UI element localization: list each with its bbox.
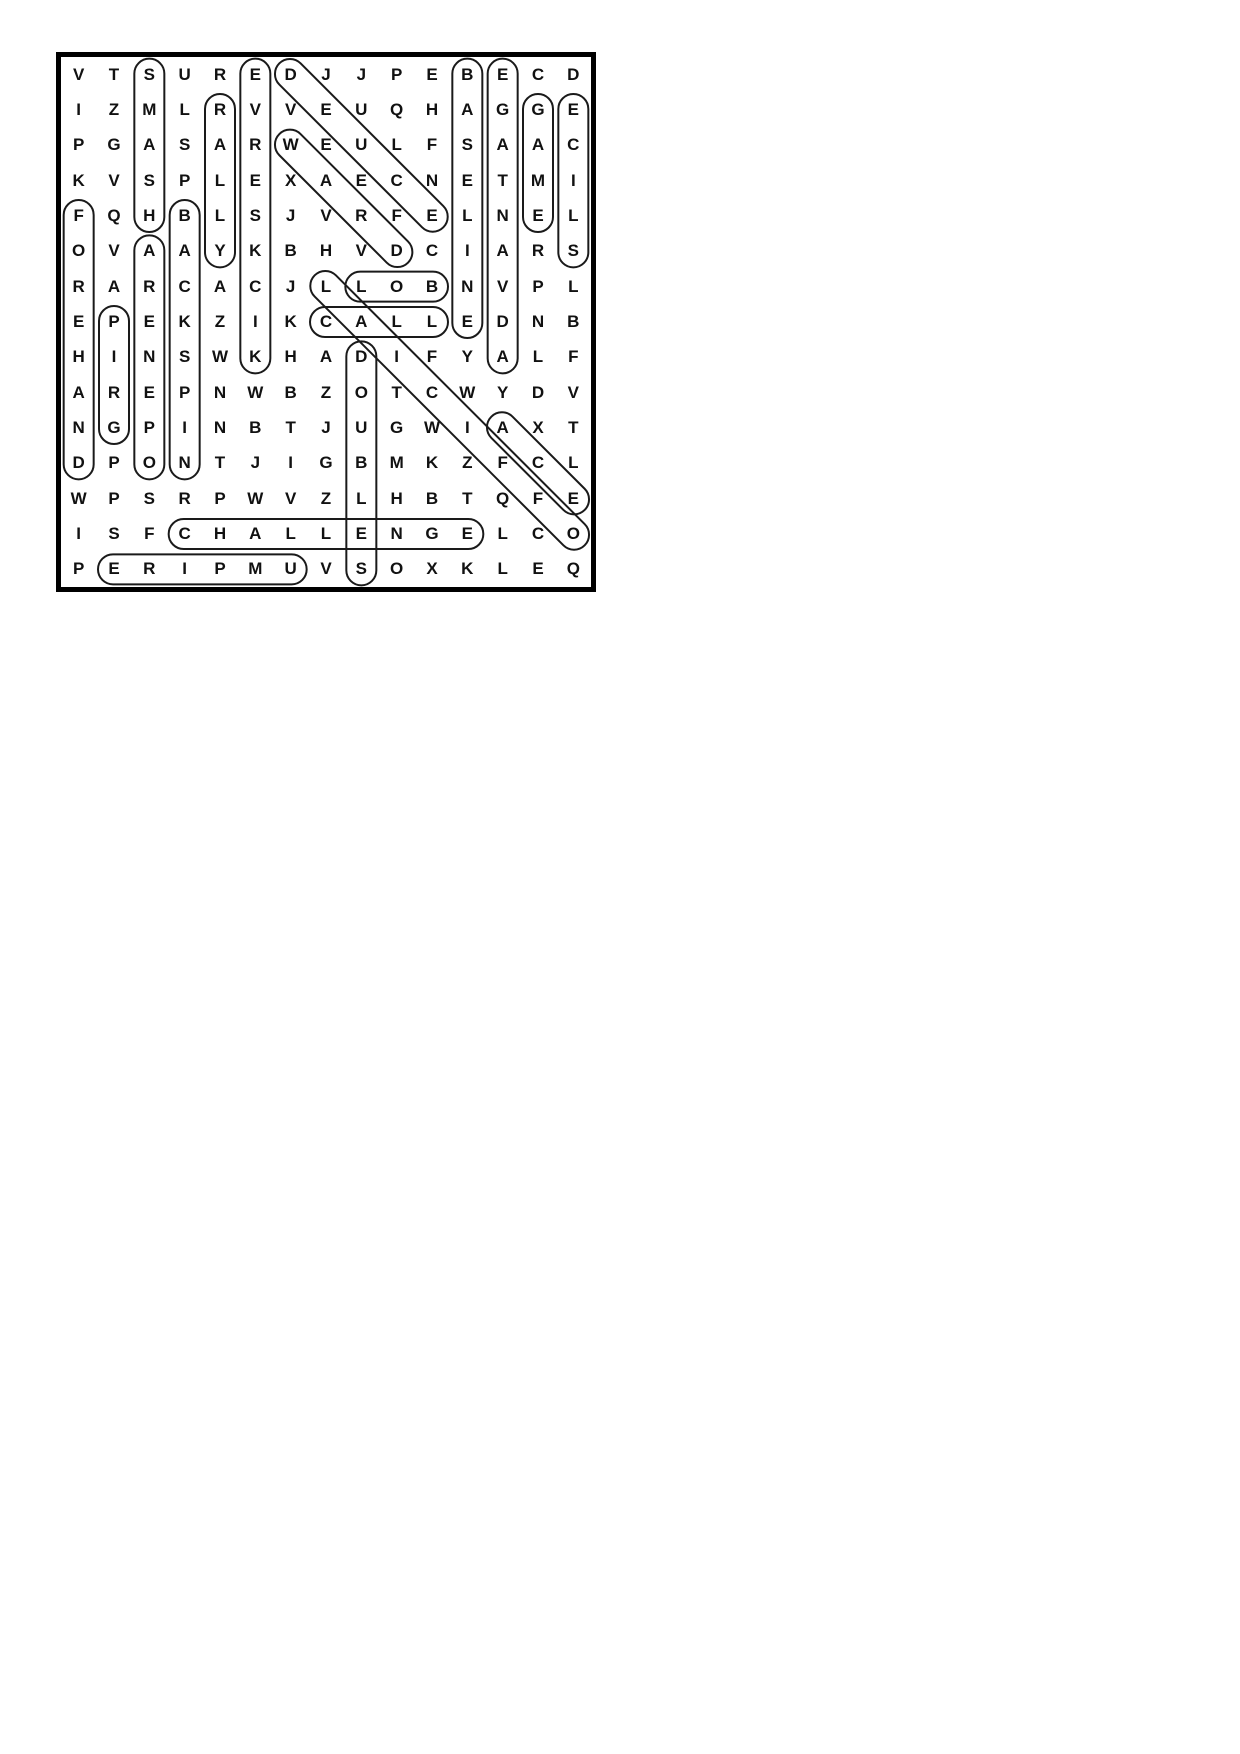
- grid-cell[interactable]: Y: [496, 382, 509, 402]
- grid-cell[interactable]: I: [252, 311, 258, 331]
- grid-cell[interactable]: D: [72, 453, 85, 473]
- grid-cell[interactable]: P: [143, 417, 155, 437]
- grid-cell[interactable]: C: [531, 64, 545, 84]
- grid-cell[interactable]: G: [531, 99, 545, 119]
- grid-cell[interactable]: S: [178, 135, 191, 155]
- grid-cell[interactable]: Y: [461, 347, 473, 367]
- grid-cell[interactable]: C: [249, 276, 262, 296]
- grid-cell[interactable]: Q: [566, 559, 580, 579]
- grid-cell[interactable]: X: [284, 170, 297, 190]
- grid-cell[interactable]: G: [496, 99, 510, 119]
- grid-cell[interactable]: Z: [320, 382, 332, 402]
- grid-cell[interactable]: H: [319, 241, 333, 261]
- grid-cell[interactable]: W: [282, 135, 299, 155]
- grid-cell[interactable]: C: [531, 453, 545, 473]
- grid-cell[interactable]: L: [214, 205, 226, 225]
- grid-cell[interactable]: F: [73, 205, 84, 225]
- grid-cell[interactable]: V: [284, 488, 297, 508]
- grid-cell[interactable]: V: [567, 382, 579, 402]
- grid-cell[interactable]: R: [178, 488, 191, 508]
- grid-cell[interactable]: C: [425, 382, 439, 402]
- grid-cell[interactable]: H: [425, 99, 439, 119]
- grid-cell[interactable]: I: [570, 170, 576, 190]
- grid-cell[interactable]: T: [214, 453, 226, 473]
- grid-cell[interactable]: B: [249, 417, 262, 437]
- grid-cell[interactable]: R: [249, 135, 262, 155]
- grid-cell[interactable]: J: [321, 417, 331, 437]
- grid-cell[interactable]: B: [284, 241, 297, 261]
- grid-cell[interactable]: E: [355, 523, 367, 543]
- grid-cell[interactable]: L: [285, 523, 296, 543]
- grid-cell[interactable]: N: [461, 276, 474, 296]
- grid-cell[interactable]: J: [356, 64, 367, 84]
- grid-cell[interactable]: C: [390, 170, 403, 190]
- grid-cell[interactable]: I: [182, 559, 188, 579]
- grid-cell[interactable]: N: [390, 523, 403, 543]
- grid-cell[interactable]: S: [249, 205, 261, 225]
- grid-cell[interactable]: K: [425, 453, 439, 473]
- grid-cell[interactable]: S: [108, 523, 120, 543]
- grid-cell[interactable]: I: [76, 99, 82, 119]
- grid-cell[interactable]: P: [108, 311, 120, 331]
- grid-cell[interactable]: U: [284, 559, 297, 579]
- grid-cell[interactable]: H: [284, 347, 297, 367]
- grid-cell[interactable]: N: [213, 382, 227, 402]
- grid-cell[interactable]: L: [462, 205, 473, 225]
- grid-cell[interactable]: B: [461, 64, 474, 84]
- grid-cell[interactable]: E: [567, 488, 579, 508]
- grid-cell[interactable]: V: [108, 170, 120, 190]
- grid-cell[interactable]: S: [178, 347, 191, 367]
- grid-cell[interactable]: C: [178, 276, 191, 296]
- grid-cell[interactable]: L: [568, 453, 579, 473]
- grid-cell[interactable]: G: [319, 453, 333, 473]
- grid-cell[interactable]: L: [320, 523, 332, 543]
- grid-cell[interactable]: P: [214, 488, 226, 508]
- grid-cell[interactable]: A: [107, 276, 121, 296]
- grid-cell[interactable]: E: [108, 559, 120, 579]
- grid-cell[interactable]: O: [390, 276, 404, 296]
- grid-cell[interactable]: E: [426, 205, 438, 225]
- grid-cell[interactable]: Y: [214, 241, 226, 261]
- grid-cell[interactable]: C: [531, 523, 545, 543]
- grid-cell[interactable]: E: [496, 64, 509, 84]
- grid-cell[interactable]: D: [284, 64, 297, 84]
- grid-cell[interactable]: C: [425, 241, 439, 261]
- grid-cell[interactable]: F: [426, 347, 438, 367]
- grid-cell[interactable]: M: [248, 559, 263, 579]
- grid-cell[interactable]: V: [284, 99, 297, 119]
- grid-cell[interactable]: Z: [214, 311, 226, 331]
- grid-cell[interactable]: N: [531, 311, 545, 331]
- grid-cell[interactable]: E: [249, 170, 261, 190]
- grid-cell[interactable]: C: [567, 135, 580, 155]
- grid-cell[interactable]: R: [72, 276, 85, 296]
- grid-cell[interactable]: C: [178, 523, 191, 543]
- grid-cell[interactable]: Q: [107, 205, 121, 225]
- grid-cell[interactable]: D: [567, 64, 580, 84]
- grid-cell[interactable]: D: [496, 311, 509, 331]
- grid-cell[interactable]: L: [532, 347, 544, 367]
- grid-cell[interactable]: B: [425, 488, 439, 508]
- grid-cell[interactable]: K: [72, 170, 85, 190]
- grid-cell[interactable]: A: [319, 347, 333, 367]
- grid-cell[interactable]: R: [213, 64, 227, 84]
- grid-cell[interactable]: B: [425, 276, 439, 296]
- grid-cell[interactable]: E: [461, 523, 473, 543]
- grid-cell[interactable]: E: [320, 135, 332, 155]
- grid-cell[interactable]: B: [355, 453, 368, 473]
- grid-cell[interactable]: V: [320, 205, 332, 225]
- grid-cell[interactable]: U: [178, 64, 191, 84]
- grid-cell[interactable]: G: [107, 135, 121, 155]
- grid-cell[interactable]: A: [496, 135, 509, 155]
- word-search-grid: [56, 52, 596, 592]
- grid-cell[interactable]: L: [568, 205, 579, 225]
- grid-cell[interactable]: Q: [496, 488, 510, 508]
- grid-cell[interactable]: E: [532, 205, 544, 225]
- grid-cell[interactable]: M: [142, 99, 157, 119]
- grid-cell[interactable]: J: [285, 276, 296, 296]
- grid-cell[interactable]: T: [391, 382, 402, 402]
- grid-cell[interactable]: I: [394, 347, 400, 367]
- grid-cell[interactable]: W: [211, 347, 229, 367]
- grid-cell[interactable]: N: [425, 170, 439, 190]
- grid-cell[interactable]: P: [532, 276, 544, 296]
- grid-cell[interactable]: S: [355, 559, 367, 579]
- grid-cell[interactable]: H: [143, 205, 156, 225]
- grid-cell[interactable]: R: [531, 241, 545, 261]
- grid-cell[interactable]: U: [355, 99, 368, 119]
- grid-cell[interactable]: P: [108, 488, 120, 508]
- grid-cell[interactable]: V: [320, 559, 332, 579]
- grid-cell[interactable]: E: [461, 170, 473, 190]
- grid-cell[interactable]: A: [213, 135, 227, 155]
- grid-cell[interactable]: Q: [390, 99, 404, 119]
- grid-cell[interactable]: P: [390, 64, 403, 84]
- grid-cell[interactable]: D: [355, 347, 368, 367]
- grid-cell[interactable]: L: [568, 276, 579, 296]
- grid-cell[interactable]: O: [72, 241, 86, 261]
- grid-cell[interactable]: E: [320, 99, 332, 119]
- grid-cell[interactable]: S: [143, 64, 155, 84]
- grid-cell[interactable]: T: [108, 64, 120, 84]
- grid-cell[interactable]: I: [182, 417, 188, 437]
- grid-cell[interactable]: W: [247, 488, 264, 508]
- grid-cell[interactable]: L: [320, 276, 332, 296]
- grid-cell[interactable]: N: [496, 205, 509, 225]
- grid-cell[interactable]: S: [567, 241, 579, 261]
- grid-cell[interactable]: A: [461, 99, 474, 119]
- grid-cell[interactable]: J: [321, 64, 331, 84]
- grid-cell[interactable]: A: [249, 523, 262, 543]
- grid-cell[interactable]: A: [496, 241, 509, 261]
- grid-cell[interactable]: L: [356, 488, 367, 508]
- grid-cell[interactable]: F: [391, 205, 402, 225]
- grid-cell[interactable]: V: [496, 276, 509, 296]
- grid-cell[interactable]: W: [423, 417, 441, 437]
- grid-cell[interactable]: H: [213, 523, 227, 543]
- grid-cell[interactable]: P: [178, 170, 191, 190]
- grid-cell[interactable]: P: [214, 559, 226, 579]
- grid-cell[interactable]: N: [213, 417, 227, 437]
- grid-cell[interactable]: Z: [108, 99, 120, 119]
- grid-cell[interactable]: D: [531, 382, 545, 402]
- grid-cell[interactable]: X: [426, 559, 438, 579]
- letter-grid: [61, 57, 591, 587]
- grid-cell[interactable]: D: [390, 241, 403, 261]
- grid-cell[interactable]: P: [72, 559, 85, 579]
- grid-cell[interactable]: L: [214, 170, 226, 190]
- grid-cell[interactable]: Z: [320, 488, 332, 508]
- grid-cell[interactable]: W: [247, 382, 264, 402]
- grid-cell[interactable]: K: [249, 347, 262, 367]
- grid-cell[interactable]: R: [355, 205, 368, 225]
- grid-cell[interactable]: G: [390, 417, 404, 437]
- grid-cell[interactable]: G: [425, 523, 439, 543]
- grid-cell[interactable]: R: [213, 99, 227, 119]
- grid-cell[interactable]: N: [72, 417, 85, 437]
- grid-cell[interactable]: V: [108, 241, 120, 261]
- grid-cell[interactable]: A: [531, 135, 545, 155]
- grid-cell[interactable]: I: [464, 417, 470, 437]
- grid-cell[interactable]: T: [285, 417, 296, 437]
- grid-cell[interactable]: A: [319, 170, 333, 190]
- grid-cell[interactable]: N: [178, 453, 191, 473]
- grid-cell[interactable]: L: [497, 559, 508, 579]
- grid-cell[interactable]: W: [459, 382, 476, 402]
- grid-cell[interactable]: I: [76, 523, 82, 543]
- grid-cell[interactable]: R: [143, 559, 156, 579]
- grid-cell[interactable]: E: [461, 311, 473, 331]
- grid-cell[interactable]: L: [497, 523, 508, 543]
- grid-cell[interactable]: E: [143, 311, 155, 331]
- grid-cell[interactable]: T: [568, 417, 579, 437]
- grid-cell[interactable]: O: [566, 523, 580, 543]
- grid-cell[interactable]: B: [178, 205, 191, 225]
- grid-cell[interactable]: J: [285, 205, 296, 225]
- grid-cell[interactable]: E: [355, 170, 367, 190]
- grid-cell[interactable]: B: [284, 382, 297, 402]
- grid-cell[interactable]: R: [107, 382, 121, 402]
- grid-cell[interactable]: P: [108, 453, 120, 473]
- grid-cell[interactable]: U: [355, 135, 368, 155]
- grid-cell[interactable]: K: [249, 241, 262, 261]
- grid-cell[interactable]: L: [179, 99, 190, 119]
- grid-cell[interactable]: A: [72, 382, 85, 402]
- grid-cell[interactable]: I: [111, 347, 117, 367]
- grid-cell[interactable]: H: [390, 488, 403, 508]
- grid-cell[interactable]: A: [143, 135, 156, 155]
- grid-cell[interactable]: T: [497, 170, 508, 190]
- grid-cell[interactable]: O: [390, 559, 404, 579]
- grid-cell[interactable]: O: [354, 382, 368, 402]
- grid-cell[interactable]: L: [391, 135, 402, 155]
- grid-cell[interactable]: E: [143, 382, 155, 402]
- grid-cell[interactable]: K: [284, 311, 297, 331]
- grid-cell[interactable]: S: [461, 135, 473, 155]
- grid-cell[interactable]: F: [568, 347, 579, 367]
- grid-cell[interactable]: O: [142, 453, 156, 473]
- grid-cell[interactable]: F: [497, 453, 508, 473]
- grid-cell[interactable]: F: [532, 488, 544, 508]
- grid-cell[interactable]: N: [143, 347, 156, 367]
- grid-cell[interactable]: C: [319, 311, 333, 331]
- grid-cell[interactable]: A: [178, 241, 191, 261]
- grid-cell[interactable]: E: [72, 311, 85, 331]
- grid-cell[interactable]: A: [143, 241, 156, 261]
- grid-cell[interactable]: F: [144, 523, 155, 543]
- grid-cell[interactable]: F: [426, 135, 438, 155]
- grid-cell[interactable]: T: [462, 488, 473, 508]
- grid-cell[interactable]: L: [356, 276, 367, 296]
- grid-cell[interactable]: B: [567, 311, 580, 331]
- grid-cell[interactable]: A: [496, 417, 509, 437]
- grid-cell[interactable]: V: [249, 99, 261, 119]
- grid-cell[interactable]: J: [250, 453, 261, 473]
- grid-cell[interactable]: E: [567, 99, 579, 119]
- grid-cell[interactable]: X: [532, 417, 544, 437]
- grid-cell[interactable]: L: [391, 311, 402, 331]
- grid-cell[interactable]: V: [355, 241, 367, 261]
- grid-cell[interactable]: I: [464, 241, 470, 261]
- grid-cell[interactable]: R: [143, 276, 156, 296]
- grid-cell[interactable]: I: [288, 453, 294, 473]
- grid-cell[interactable]: Z: [462, 453, 473, 473]
- grid-cell[interactable]: K: [461, 559, 474, 579]
- grid-cell[interactable]: E: [532, 559, 544, 579]
- grid-cell[interactable]: G: [107, 417, 121, 437]
- grid-cell[interactable]: L: [426, 311, 438, 331]
- grid-cell[interactable]: A: [213, 276, 227, 296]
- grid-cell[interactable]: M: [389, 453, 404, 473]
- grid-cell[interactable]: P: [178, 382, 191, 402]
- grid-cell[interactable]: W: [70, 488, 87, 508]
- grid-cell[interactable]: S: [143, 488, 155, 508]
- grid-cell[interactable]: E: [426, 64, 438, 84]
- grid-cell[interactable]: E: [249, 64, 261, 84]
- grid-cell[interactable]: K: [178, 311, 191, 331]
- grid-cell[interactable]: S: [143, 170, 155, 190]
- grid-cell[interactable]: M: [530, 170, 546, 190]
- grid-cell[interactable]: V: [72, 64, 85, 84]
- grid-cell[interactable]: U: [355, 417, 368, 437]
- grid-cell[interactable]: P: [72, 135, 85, 155]
- grid-cell[interactable]: H: [72, 347, 85, 367]
- grid-cell[interactable]: A: [355, 311, 368, 331]
- grid-cell[interactable]: A: [496, 347, 509, 367]
